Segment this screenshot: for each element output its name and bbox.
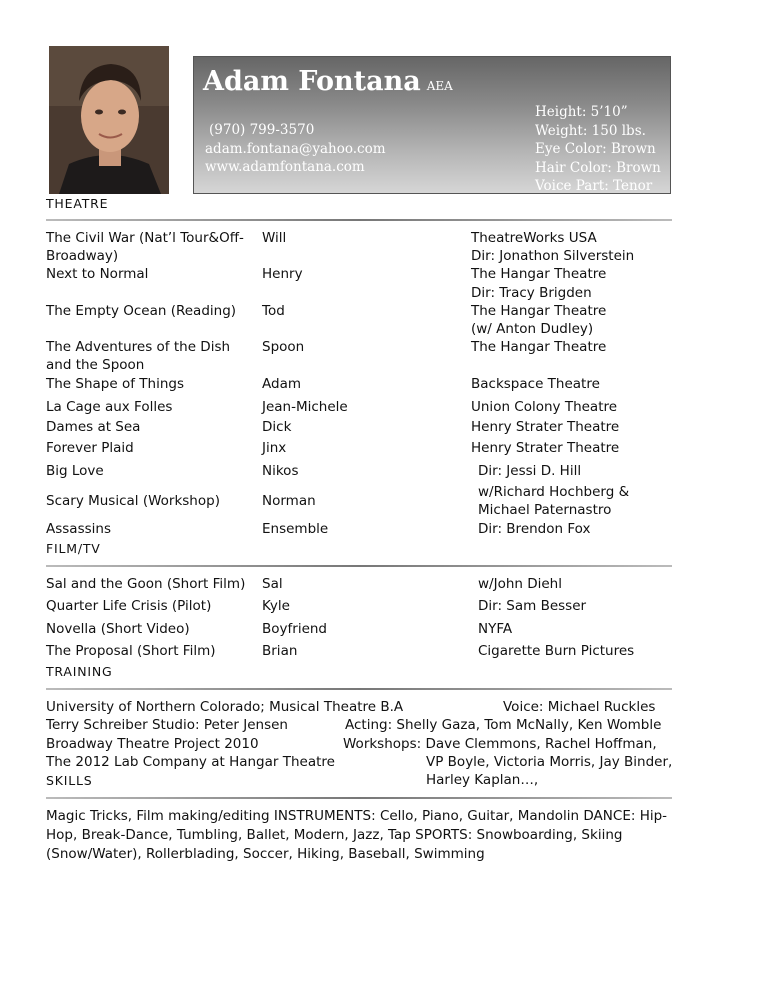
credit-title: Quarter Life Crisis (Pilot) <box>46 598 212 614</box>
credit-role: Spoon <box>262 339 305 355</box>
training-entry: The 2012 Lab Company at Hangar Theatre <box>46 754 335 770</box>
training-entry: Voice: Michael Ruckles <box>503 699 656 715</box>
website: www.adamfontana.com <box>205 159 365 175</box>
section-divider <box>46 797 672 799</box>
credit-venue: The Hangar Theatre <box>471 303 607 319</box>
credit-title: La Cage aux Folles <box>46 399 173 415</box>
section-title-skills: SKILLS <box>46 773 93 788</box>
credit-title: Dames at Sea <box>46 419 141 435</box>
credit-venue: Henry Strater Theatre <box>471 440 620 456</box>
credit-venue: w/John Diehl <box>478 576 562 592</box>
credit-title: Assassins <box>46 521 111 537</box>
actor-name: Adam Fontana AEA <box>203 66 453 97</box>
section-title-film: FILM/TV <box>46 541 101 556</box>
training-entry: Terry Schreiber Studio: Peter Jensen <box>46 717 288 733</box>
credit-role: Sal <box>262 576 283 592</box>
credit-venue-line2: (w/ Anton Dudley) <box>471 321 594 337</box>
credit-title: The Proposal (Short Film) <box>46 643 216 659</box>
credit-venue: Henry Strater Theatre <box>471 419 620 435</box>
credit-role: Nikos <box>262 463 299 479</box>
credit-title: The Civil War (Nat’l Tour&Off- <box>46 230 244 246</box>
credit-title: Sal and the Goon (Short Film) <box>46 576 246 592</box>
credit-title: The Adventures of the Dish <box>46 339 231 355</box>
credit-venue: The Hangar Theatre <box>471 339 607 355</box>
header-box <box>193 56 671 194</box>
physical-stats <box>535 103 661 196</box>
credit-venue: Union Colony Theatre <box>471 399 618 415</box>
credit-role: Brian <box>262 643 298 659</box>
credit-title: Novella (Short Video) <box>46 621 190 637</box>
credit-venue: TheatreWorks USA <box>471 230 597 246</box>
voice-part: Voice Part: Tenor <box>535 178 653 194</box>
headshot-photo <box>49 46 169 194</box>
credit-title-line2: and the Spoon <box>46 357 145 373</box>
credit-role: Will <box>262 230 287 246</box>
training-entry: VP Boyle, Victoria Morris, Jay Binder, <box>426 754 673 770</box>
email: adam.fontana@yahoo.com <box>205 140 386 157</box>
credit-title: Next to Normal <box>46 266 149 282</box>
credit-venue-line2: Michael Paternastro <box>478 502 612 518</box>
credit-venue: NYFA <box>478 621 513 637</box>
credit-title-line2: Broadway) <box>46 248 119 264</box>
union-label: AEA <box>426 79 453 93</box>
credit-venue: Backspace Theatre <box>471 376 600 392</box>
section-title-training: TRAINING <box>46 664 113 679</box>
training-entry: Acting: Shelly Gaza, Tom McNally, Ken Womble <box>345 717 662 733</box>
training-entry: Broadway Theatre Project 2010 <box>46 736 259 752</box>
credit-venue: Dir: Sam Besser <box>478 598 587 614</box>
credit-role: Jinx <box>262 440 287 456</box>
credit-role: Ensemble <box>262 521 329 537</box>
credit-venue: Dir: Jessi D. Hill <box>478 463 582 479</box>
section-divider <box>46 688 672 690</box>
credit-venue: Cigarette Burn Pictures <box>478 643 635 659</box>
hair-color: Hair Color: Brown <box>535 159 661 176</box>
credit-role: Tod <box>262 303 285 319</box>
phone: (970) 799-3570 <box>209 122 315 138</box>
credit-venue: Dir: Brendon Fox <box>478 521 591 537</box>
section-title-theatre: THEATRE <box>46 196 109 211</box>
credit-role: Kyle <box>262 598 290 614</box>
credit-role: Henry <box>262 266 303 282</box>
credit-role: Dick <box>262 419 292 435</box>
credit-title: Scary Musical (Workshop) <box>46 493 220 509</box>
skills-text: Magic Tricks, Film making/editing INSTRUMENTS: Cello, Piano, Guitar, Mandolin DANCE: Hip-Hop, Break-Dance, Tumbling, Ballet, Modern, Jazz, Tap SPORTS: Snowboarding, Skiing (Snow/Water), Rollerblading, Soccer, Hiking, Baseball, Swimming <box>46 808 668 862</box>
credit-title: The Empty Ocean (Reading) <box>46 303 237 319</box>
eye-color: Eye Color: Brown <box>535 141 656 157</box>
credit-venue: w/Richard Hochberg & <box>478 484 630 500</box>
credit-role: Adam <box>262 376 301 392</box>
height: Height: 5’10” <box>535 104 628 120</box>
training-entry: University of Northern Colorado; Musical Theatre B.A <box>46 699 404 715</box>
credit-role: Jean-Michele <box>262 399 348 415</box>
credit-venue-line2: Dir: Jonathon Silverstein <box>471 248 635 264</box>
section-divider <box>46 219 672 221</box>
training-entry: Workshops: Dave Clemmons, Rachel Hoffman, <box>343 736 657 752</box>
credit-title: Forever Plaid <box>46 440 134 456</box>
credit-role: Norman <box>262 493 316 509</box>
credit-role: Boyfriend <box>262 621 327 637</box>
credit-venue: The Hangar Theatre <box>471 266 607 282</box>
weight: Weight: 150 lbs. <box>535 122 646 139</box>
credit-venue-line2: Dir: Tracy Brigden <box>471 285 592 301</box>
training-entry: Harley Kaplan…, <box>426 772 539 788</box>
contact-info <box>205 121 386 177</box>
credit-title: The Shape of Things <box>46 376 184 392</box>
headshot-image <box>49 46 169 194</box>
credit-title: Big Love <box>46 463 104 479</box>
section-divider <box>46 565 672 567</box>
